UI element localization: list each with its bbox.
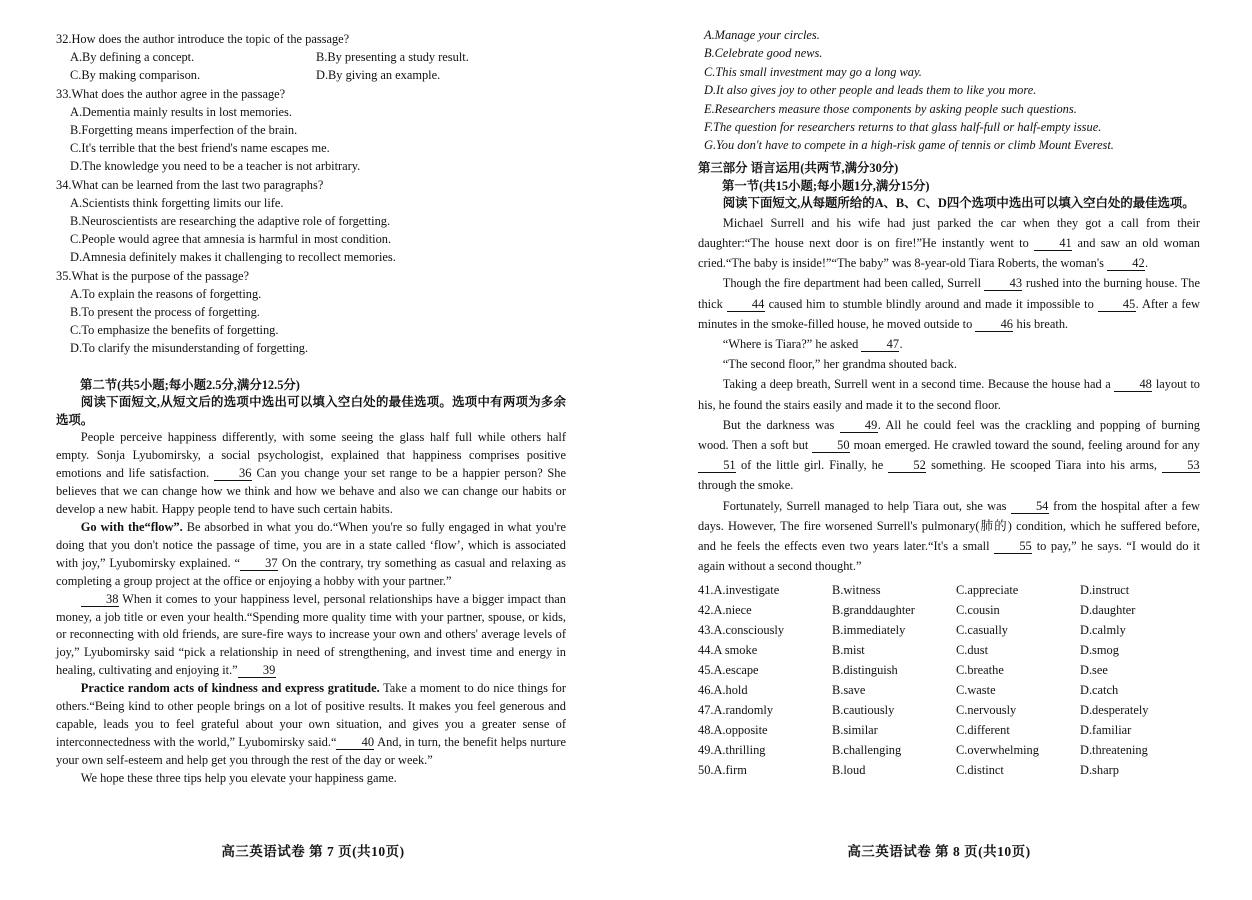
answer-option: B.save xyxy=(832,683,866,698)
cloze-paragraph-4: “The second floor,” her grandma shouted back. xyxy=(722,357,957,372)
part3-title: 第三部分 语言运用(共两节,满分30分) xyxy=(698,160,899,175)
answer-option: C.different xyxy=(956,723,1010,738)
answer-option: 45.A.escape xyxy=(698,663,759,678)
answer-option: D.smog xyxy=(1080,643,1119,658)
answer-option: B.challenging xyxy=(832,743,902,758)
passage-paragraph-2: Go with the“flow”. Be absorbed in what you do.“When you're so fully engaged in what you're doing that you don't notice the passage of time, you are in a state called ‘flow’, which is associated with joy,” Lyubomirsky explained. “ 37 On the contrary, try something as casual and relaxing as completing a group project at the office or enjoying a hobby with your partner.” xyxy=(56,520,567,588)
question-32-options-row2 xyxy=(70,66,566,84)
blank-47[interactable]: 47 xyxy=(861,337,899,352)
section2-title: 第二节(共5小题;每小题2.5分,满分12.5分) xyxy=(80,377,300,392)
cloze-paragraph-3: “Where is Tiara?” he asked 47. xyxy=(722,336,903,351)
passage-paragraph-4: Practice random acts of kindness and express gratitude. Take a moment to do nice things for others.“Being kind to other people brings on a lot of positive results. It makes you feel generous and capable, leads you to feel grateful about your own situation, and gives you a greater sense of interconnectedness with the world,” Lyubomirsky said.“ 40 And, in turn, the benefit helps nurture your own self-esteem and help get you through the rest of the day or week.” xyxy=(56,681,566,767)
blank-40[interactable]: 40 xyxy=(336,735,374,750)
answer-option: C.nervously xyxy=(956,703,1017,718)
cloze-paragraph-5: Taking a deep breath, Surrell went in a second time. Because the house had a 48 layout to his, he found the stairs easily and made it to the second floor. xyxy=(698,377,1200,412)
answer-option: D.instruct xyxy=(1080,583,1130,598)
answer-options-grid xyxy=(698,580,1200,780)
right-page xyxy=(626,0,1252,900)
answer-option: B.witness xyxy=(832,583,881,598)
answer-option: C.overwhelming xyxy=(956,743,1039,758)
option-a: A.Manage your circles. xyxy=(704,28,820,42)
option-a: A.To explain the reasons of forgetting. xyxy=(70,286,262,301)
question-34-stem: 34.What can be learned from the last two paragraphs? xyxy=(56,177,324,192)
section1-instruction: 阅读下面短文,从每题所给的A、B、C、D四个选项中选出可以填入空白处的最佳选项。 xyxy=(722,195,1195,210)
blank-41[interactable]: 41 xyxy=(1034,236,1072,251)
cloze-paragraph-7: Fortunately, Surrell managed to help Tiara out, she was 54 from the hospital after a few days. However, The fire worsened Surrell's pulmonary(肺的) condition, which he suffered before, and he feels the effects even two years later.“It's a small 55 to pay,” he says. “I would do it again without a second thought.” xyxy=(698,498,1201,574)
blank-38[interactable]: 38 xyxy=(81,592,119,607)
answer-option: D.catch xyxy=(1080,683,1119,698)
answer-option: D.familiar xyxy=(1080,723,1132,738)
answer-option: B.loud xyxy=(832,763,866,778)
blank-54[interactable]: 54 xyxy=(1011,499,1049,514)
answer-option: C.cousin xyxy=(956,603,1000,618)
section2-instruction: 阅读下面短文,从短文后的选项中选出可以填入空白处的最佳选项。选项中有两项为多余选项。 xyxy=(56,394,566,427)
cloze-paragraph-2: Though the fire department had been called, Surrell 43 rushed into the burning house. The thick 44 caused him to stumble blindly around and made it impossible to 45. After a few minutes in the smoke-filled house, he moved outside to 46 his breath. xyxy=(698,276,1200,331)
answer-option: 46.A.hold xyxy=(698,683,748,698)
answer-option: C.appreciate xyxy=(956,583,1019,598)
answer-option: 48.A.opposite xyxy=(698,723,768,738)
blank-43[interactable]: 43 xyxy=(984,276,1022,291)
passage-paragraph-1: People perceive happiness differently, with some seeing the glass half full while others half empty. Sonja Lyubomirsky, a social psychologist, explained that happiness comprises positive emotions and life satisfaction. 36 Can you change your set range to be a happier person? She believes that we can change how we think and how we behave and also we can change our habits or develop a new habit. Happy people tend to have such certain habits. xyxy=(56,430,566,517)
answer-option: B.similar xyxy=(832,723,878,738)
passage-paragraph-3: 38 When it comes to your happiness level, personal relationships have a bigger impact than money, a job title or even your health.“Spending more quality time with your partner, spouse, or kids, or reconnecting with old friends, are sure-fire ways to increase your own and others' average levels of joy,” Lyubomirsky said “pick a relationship in need of strengthening, and invest time and energy in healing, cultivating and enjoying it.” 39 xyxy=(56,591,566,678)
answer-option: C.dust xyxy=(956,643,989,658)
answer-option: C.casually xyxy=(956,623,1008,638)
question-35-stem: 35.What is the purpose of the passage? xyxy=(56,268,250,283)
answer-option: 44.A smoke xyxy=(698,643,758,658)
answer-option: C.breathe xyxy=(956,663,1004,678)
answer-option: D.calmly xyxy=(1080,623,1126,638)
page-footer: 高三英语试卷 第 7 页(共10页) xyxy=(221,844,405,859)
option-c: C.This small investment may go a long way. xyxy=(704,64,922,79)
option-d: D.It also gives joy to other people and leads them to like you more. xyxy=(704,83,1037,98)
answer-option: 47.A.randomly xyxy=(698,703,774,718)
page-footer: 高三英语试卷 第 8 页(共10页) xyxy=(847,844,1031,859)
blank-50[interactable]: 50 xyxy=(812,438,850,453)
option-g: G.You don't have to compete in a high-risk game of tennis or climb Mount Everest. xyxy=(704,138,1114,153)
option-d: D.Amnesia definitely makes it challenging to recollect memories. xyxy=(70,250,396,265)
question-32-options-row1 xyxy=(70,48,566,66)
blank-48[interactable]: 48 xyxy=(1114,377,1152,392)
answer-option: 41.A.investigate xyxy=(698,583,780,598)
blank-46[interactable]: 46 xyxy=(975,317,1013,332)
passage-paragraph-5: We hope these three tips help you elevate your happiness game. xyxy=(80,770,397,785)
blank-52[interactable]: 52 xyxy=(888,458,926,473)
answer-option: C.distinct xyxy=(956,763,1004,778)
cloze-paragraph-1: Michael Surrell and his wife had just parked the car when they got a call from their daughter:“The house next door is on fire!”He instantly went to 41 and saw an old woman cried.“The baby is inside!”“The baby” was 8-year-old Tiara Roberts, the woman's 42. xyxy=(698,215,1200,271)
question-32-stem: 32.How does the author introduce the topic of the passage? xyxy=(56,32,350,46)
answer-option: D.sharp xyxy=(1080,763,1119,778)
question-33-stem: 33.What does the author agree in the passage? xyxy=(56,86,286,101)
blank-51[interactable]: 51 xyxy=(698,458,736,473)
option-b: B.To present the process of forgetting. xyxy=(70,305,260,320)
answer-option: 49.A.thrilling xyxy=(698,743,766,758)
answer-option: 42.A.niece xyxy=(698,603,752,618)
answer-option: B.mist xyxy=(832,643,865,658)
option-a: A.By defining a concept. xyxy=(70,50,195,65)
blank-42[interactable]: 42 xyxy=(1107,256,1145,271)
blank-39[interactable]: 39 xyxy=(238,663,276,678)
seven-options-list xyxy=(698,26,1200,155)
option-c: C.It's terrible that the best friend's name escapes me. xyxy=(70,141,330,156)
answer-option: C.waste xyxy=(956,683,996,698)
option-d: D.By giving an example. xyxy=(316,68,441,83)
answer-option: B.distinguish xyxy=(832,663,898,678)
answer-option: D.see xyxy=(1080,663,1108,678)
answer-option: B.immediately xyxy=(832,623,906,638)
answer-option: D.daughter xyxy=(1080,603,1136,618)
option-d: D.To clarify the misunderstanding of forgetting. xyxy=(70,341,309,356)
option-a: A.Dementia mainly results in lost memories. xyxy=(70,104,292,119)
option-e: E.Researchers measure those components by asking people such questions. xyxy=(704,101,1077,116)
answer-option: D.desperately xyxy=(1080,703,1149,718)
option-f: F.The question for researchers returns to that glass half-full or half-empty issue. xyxy=(704,120,1102,135)
blank-55[interactable]: 55 xyxy=(994,539,1032,554)
option-b: B.By presenting a study result. xyxy=(316,50,469,65)
answer-option: B.granddaughter xyxy=(832,603,915,618)
option-c: C.By making comparison. xyxy=(70,68,201,83)
option-b: B.Forgetting means imperfection of the brain. xyxy=(70,123,298,138)
section1-title: 第一节(共15小题;每小题1分,满分15分) xyxy=(722,178,930,193)
option-b: B.Neuroscientists are researching the adaptive role of forgetting. xyxy=(70,214,391,229)
questions-32-35 xyxy=(56,30,566,358)
blank-36[interactable]: 36 xyxy=(214,466,252,481)
blank-44[interactable]: 44 xyxy=(727,297,765,312)
answer-option: D.threatening xyxy=(1080,743,1148,758)
option-b: B.Celebrate good news. xyxy=(704,46,823,61)
blank-37[interactable]: 37 xyxy=(240,556,278,571)
answer-option: 50.A.firm xyxy=(698,763,747,778)
cloze-paragraph-6: But the darkness was 49. All he could feel was the crackling and popping of burning wood. Then a soft but 50 moan emerged. He crawled toward the sound, feeling around for any 51 of the little girl. Finally, he 52 something. He scooped Tiara into his arms, 53 through the smoke. xyxy=(698,417,1200,493)
option-c: C.People would agree that amnesia is harmful in most condition. xyxy=(70,232,392,247)
answer-option: B.cautiously xyxy=(832,703,895,718)
answer-option: 43.A.consciously xyxy=(698,623,785,638)
blank-49[interactable]: 49 xyxy=(840,418,878,433)
option-c: C.To emphasize the benefits of forgetting. xyxy=(70,323,279,338)
option-d: D.The knowledge you need to be a teacher is not arbitrary. xyxy=(70,159,361,174)
option-a: A.Scientists think forgetting limits our life. xyxy=(70,195,284,210)
blank-45[interactable]: 45 xyxy=(1098,297,1136,312)
blank-53[interactable]: 53 xyxy=(1162,458,1200,473)
